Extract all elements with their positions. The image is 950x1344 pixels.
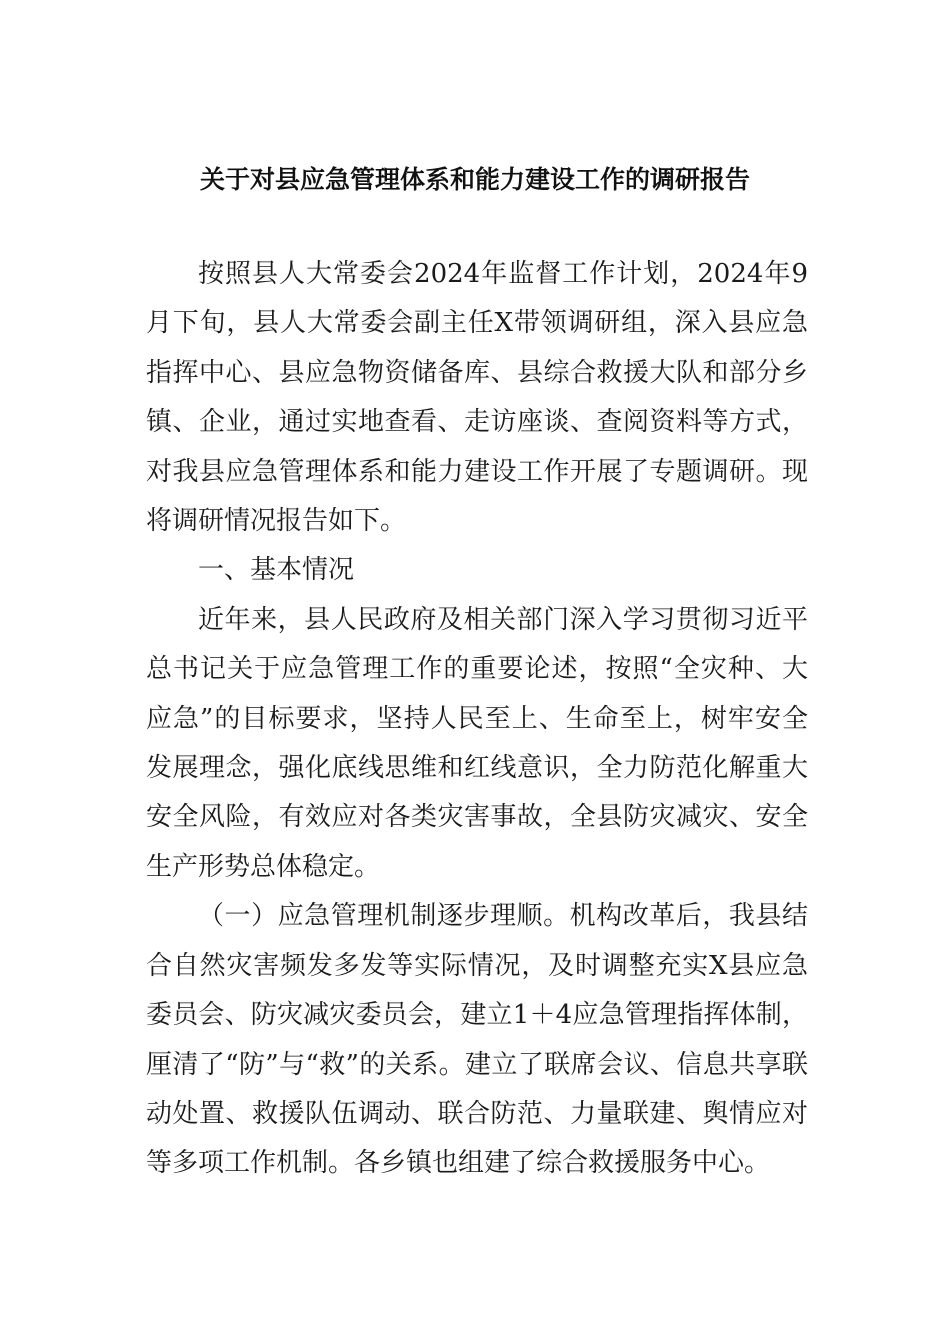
paragraph-intro: 按照县人大常委会2024年监督工作计划，2024年9月下旬，县人大常委会副主任X带领调研组，深入县应急指挥中心、县应急物资储备库、县综合救援大队和部分乡镇、企业，通过实地查看、走访座谈、查阅资料等方式，对我县应急管理体系和能力建设工作开展了专题调研。现将调研情况报告如下。 <box>146 259 808 537</box>
paragraph-mechanism: （一）应急管理机制逐步理顺。机构改革后，我县结合自然灾害频发多发等实际情况，及时调整充实X县应急委员会、防灾减灾委员会，建立1＋4应急管理指挥体制，厘清了“防”与“救”的关系。建立了联席会议、信息共享联动处置、救援队伍调动、联合防范、力量联建、舆情应对等多项工作机制。各乡镇也组建了综合救援服务中心。 <box>146 901 808 1179</box>
document-body <box>146 250 808 1189</box>
section-heading-basic-situation: 一、基本情况 <box>198 555 355 586</box>
document-title: 关于对县应急管理体系和能力建设工作的调研报告 <box>199 165 750 194</box>
paragraph-overview: 近年来，县人民政府及相关部门深入学习贯彻习近平总书记关于应急管理工作的重要论述，按照“全灾种、大应急”的目标要求，坚持人民至上、生命至上，树牢安全发展理念，强化底线思维和红线意识，全力防范化解重大安全风险，有效应对各类灾害事故，全县防灾减灾、安全生产形势总体稳定。 <box>146 604 808 882</box>
